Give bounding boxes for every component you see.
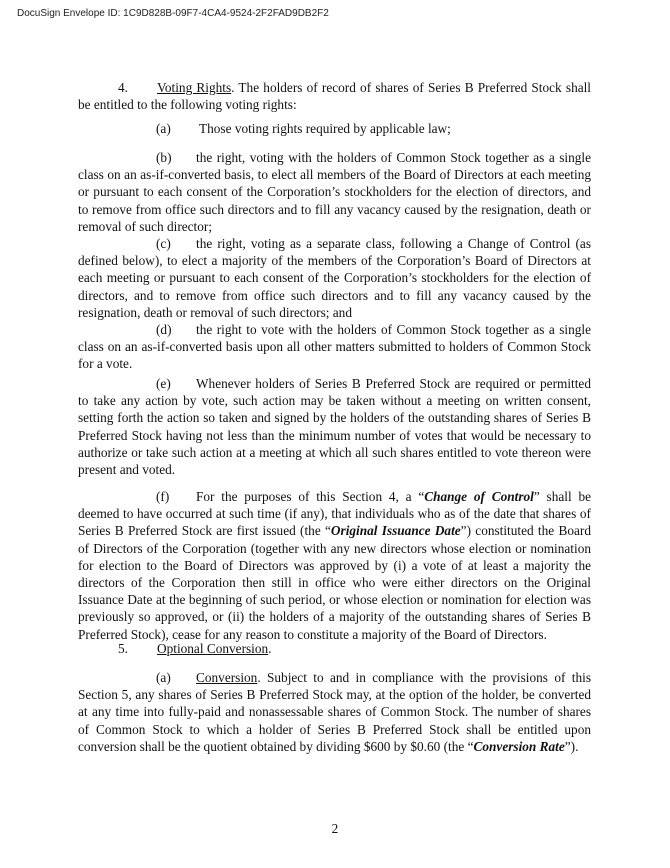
defined-term: Conversion Rate: [473, 738, 565, 754]
clause-4e: (e) Whenever holders of Series B Preferred Stock are required or permitted to take any action by vote, such action may be taken without a meeting on written consent, setting forth the action so taken and signed by the holders of the outstanding shares of Series B Preferred Stock having not less than the minimum number of votes that would be necessary to authorize or take such action at a meeting at which all such shares entitled to vote thereon were present and voted.: [78, 376, 591, 478]
clause-4b: (b) the right, voting with the holders of Common Stock together as a single class on an as-if-converted basis, to elect all members of the Board of Directors at each meeting or pursuant to each consent of the Corporation’s stockholders for the election of directors, and to remove from office such directors and to fill any vacancy caused by the resignation, death or removal of such director;: [78, 150, 591, 234]
clause-4f: (f) For the purposes of this Section 4, a “Change of Control” shall be deemed to have occurred at such time (if any), that individuals who as of the date that shares of Series B Preferred Stock are first issued (the “Original Issuance Date”) constituted the Board of Directors of the Corporation (together with any new directors whose election or nomination for election to the Board of Directors was approved by (i) a vote of at least a majority the directors of the Corporation then still in office who were either directors on the Original Issuance Date at the beginning of such period, or whose election or nomination for election was previously so approved, or (ii) the holders of a majority of the outstanding shares of Series B Preferred Stock), cease for any reason to constitute a majority of the Board of Directors.: [78, 489, 591, 642]
section-heading: Optional Conversion: [157, 641, 269, 656]
page-number: 2: [331, 821, 339, 836]
section-4-voting-rights: 4. Voting Rights. The holders of record of shares of Series B Preferred Stock shall be entitled to the following voting rights:: [78, 80, 592, 113]
defined-term: Change of Control: [424, 489, 534, 504]
clause-4c: (c) the right, voting as a separate class, following a Change of Control (as defined below), to elect a majority of the members of the Corporation’s Board of Directors at each meeting or pursuant to each consent of the Corporation’s stockholders for the election of directors, and to remove from office such directors and to fill any vacancy caused by the resignation, death or removal of such directors; and: [78, 236, 591, 320]
clause-5a: (a) Conversion. Subject to and in compliance with the provisions of this Section 5, any shares of Series B Preferred Stock may, at the option of the holder, be converted at any time into fully-paid and nonassessable shares of Common Stock. The number of shares of Common Stock to which a holder of Series B Preferred Stock shall be entitled upon conversion shall be the quotient obtained by dividing $600 by $0.60 (the “Conversion Rate”).: [78, 670, 591, 754]
clause-4d: (d) the right to vote with the holders of Common Stock together as a single class on an as-if-converted basis upon all other matters submitted to holders of Common Stock for a vote.: [78, 322, 591, 372]
docusign-envelope-id: DocuSign Envelope ID: 1C9D828B-09F7-4CA4-9524-2F2FAD9DB2F2: [17, 8, 329, 19]
clause-4a: (a) Those voting rights required by applicable law;: [156, 121, 451, 136]
section-heading: Voting Rights: [157, 80, 232, 95]
section-5-optional-conversion: 5. Optional Conversion.: [118, 641, 272, 656]
defined-term: Original Issuance Date: [330, 523, 461, 539]
